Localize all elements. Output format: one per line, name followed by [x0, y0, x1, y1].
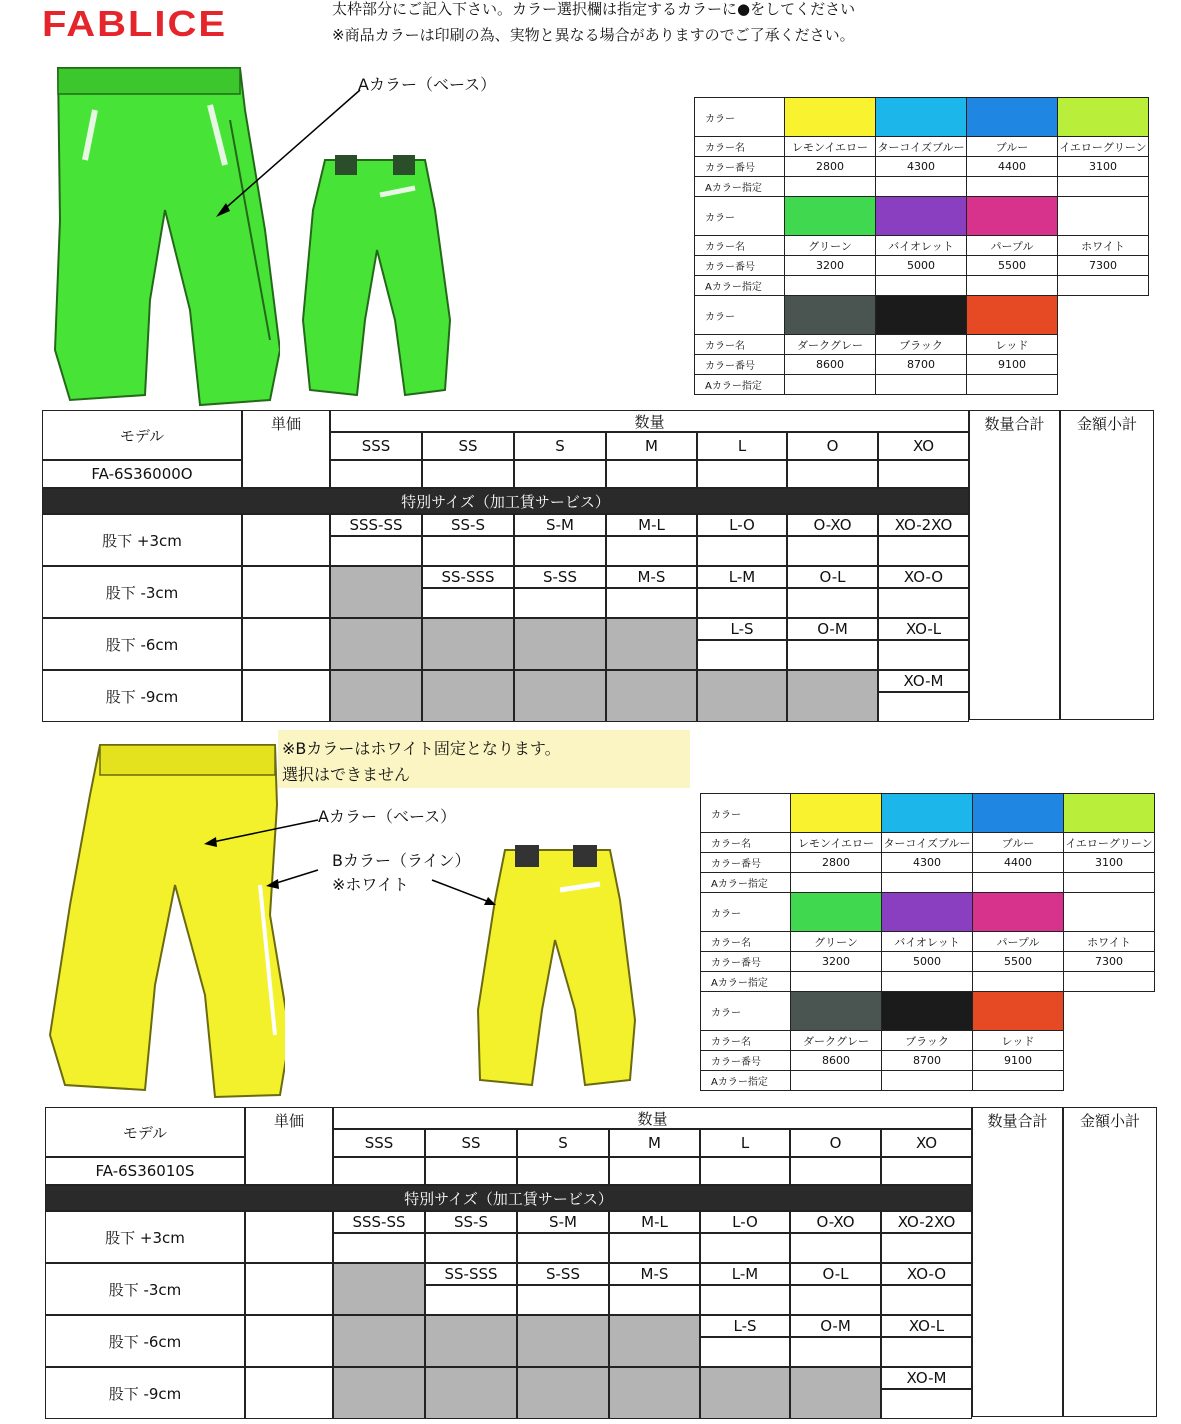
unavailable-cell	[330, 618, 422, 670]
color-select-cell[interactable]	[876, 276, 967, 296]
color-table: カラー カラー名 レモンイエロー ターコイズブルー ブルー イエローグリーン カラー番号 2800 4300 4400 3100 Aカラー指定 カラー カラー名 グリーン バイオレット パープル ホワイト カラー番号 3200 5000 5500 7300 Aカラー指定 カラー カラー名 ダークグレー ブラック レッド カラー番号 8600 8700 9100 Aカラー指定	[700, 793, 1155, 1091]
unavailable-cell	[606, 618, 697, 670]
size-header: O	[790, 1129, 881, 1157]
quantity-input-cell[interactable]	[881, 1233, 972, 1263]
pointer-arrow	[210, 85, 370, 225]
color-select-cell[interactable]	[876, 375, 967, 395]
inseam-row-label: 股下 -6cm	[42, 618, 242, 670]
color-select-cell[interactable]	[967, 375, 1058, 395]
color-select-cell[interactable]	[1064, 972, 1155, 992]
quantity-input-cell[interactable]	[425, 1157, 517, 1185]
price-cell[interactable]	[245, 1315, 333, 1367]
brand-logo: FABLICE	[42, 4, 228, 44]
unavailable-cell	[787, 670, 878, 722]
quantity-input-cell[interactable]	[881, 1157, 972, 1185]
color-swatch	[876, 296, 967, 335]
size-header: M	[606, 432, 697, 460]
a-color-label: Aカラー（ベース）	[318, 807, 457, 826]
quantity-input-cell[interactable]	[790, 1285, 881, 1315]
special-size-label: O-M	[787, 618, 878, 640]
unavailable-cell	[790, 1367, 881, 1419]
price-cell[interactable]	[242, 618, 330, 670]
color-swatch	[1064, 794, 1155, 833]
quantity-input-cell[interactable]	[878, 640, 969, 670]
inseam-row-label: 股下 +3cm	[42, 514, 242, 566]
color-swatch	[967, 197, 1058, 236]
inseam-row-label: 股下 -9cm	[42, 670, 242, 722]
special-size-label: SS-S	[425, 1211, 517, 1233]
special-size-label: S-M	[517, 1211, 609, 1233]
inseam-row-label: 股下 +3cm	[45, 1211, 245, 1263]
color-swatch	[967, 98, 1058, 137]
quantity-input-cell[interactable]	[514, 588, 606, 618]
color-swatch	[1064, 893, 1155, 932]
color-swatch	[876, 98, 967, 137]
price-cell[interactable]	[245, 1263, 333, 1315]
size-header: L	[700, 1129, 790, 1157]
color-select-cell[interactable]	[973, 1071, 1064, 1091]
special-size-label: XO-O	[878, 566, 969, 588]
color-select-cell[interactable]	[1058, 177, 1149, 197]
color-select-cell[interactable]	[785, 276, 876, 296]
color-select-cell[interactable]	[791, 1071, 882, 1091]
quantity-input-cell[interactable]	[700, 1157, 790, 1185]
quantity-input-cell[interactable]	[881, 1337, 972, 1367]
quantity-input-cell[interactable]	[609, 1157, 700, 1185]
special-size-label: XO-2XO	[881, 1211, 972, 1233]
color-swatch	[1058, 98, 1149, 137]
quantity-input-cell[interactable]	[787, 536, 878, 566]
quantity-input-cell[interactable]	[790, 1157, 881, 1185]
special-size-label: XO-M	[881, 1367, 972, 1389]
b-color-notice: ※Bカラーはホワイト固定となります。	[282, 739, 561, 758]
special-size-label: L-S	[700, 1315, 790, 1337]
size-header: XO	[878, 432, 969, 460]
unavailable-cell	[700, 1367, 790, 1419]
quantity-header: 数量	[333, 1107, 972, 1129]
color-swatch	[973, 794, 1064, 833]
special-size-label: L-O	[700, 1211, 790, 1233]
quantity-input-cell[interactable]	[422, 460, 514, 488]
unavailable-cell	[425, 1367, 517, 1419]
color-swatch	[882, 992, 973, 1031]
color-table: カラー カラー名 レモンイエロー ターコイズブルー ブルー イエローグリーン カラー番号 2800 4300 4400 3100 Aカラー指定 カラー カラー名 グリーン バイオレット パープル ホワイト カラー番号 3200 5000 5500 7300 Aカラー指定 カラー カラー名 ダークグレー ブラック レッド カラー番号 8600 8700 9100 Aカラー指定	[694, 97, 1149, 395]
quantity-input-cell[interactable]	[787, 640, 878, 670]
color-select-cell[interactable]	[973, 972, 1064, 992]
special-size-header: 特別サイズ（加工賃サービス）	[45, 1185, 972, 1211]
price-cell[interactable]	[242, 670, 330, 722]
special-size-label: S-M	[514, 514, 606, 536]
special-size-label: L-S	[697, 618, 787, 640]
quantity-input-cell[interactable]	[697, 460, 787, 488]
pointer-arrow	[430, 875, 500, 910]
unavailable-cell	[333, 1263, 425, 1315]
unavailable-cell	[517, 1367, 609, 1419]
price-cell[interactable]	[245, 1211, 333, 1263]
color-swatch	[791, 794, 882, 833]
unavailable-cell	[606, 670, 697, 722]
unavailable-cell	[422, 670, 514, 722]
color-swatch	[791, 893, 882, 932]
instruction-note: 太枠部分にご記入下さい。カラー選択欄は指定するカラーに●をしてください	[332, 0, 856, 18]
special-size-label: L-M	[700, 1263, 790, 1285]
size-header: S	[514, 432, 606, 460]
quantity-input-cell[interactable]	[697, 536, 787, 566]
special-size-label: XO-L	[881, 1315, 972, 1337]
price-cell[interactable]	[242, 566, 330, 618]
special-size-label: S-SS	[517, 1263, 609, 1285]
price-cell[interactable]	[242, 514, 330, 566]
special-size-label: O-L	[787, 566, 878, 588]
color-swatch	[876, 197, 967, 236]
special-size-label: O-L	[790, 1263, 881, 1285]
unavailable-cell	[697, 670, 787, 722]
quantity-input-cell[interactable]	[330, 460, 422, 488]
quantity-input-cell[interactable]	[878, 460, 969, 488]
color-select-cell[interactable]	[876, 177, 967, 197]
quantity-input-cell[interactable]	[422, 536, 514, 566]
color-swatch	[882, 794, 973, 833]
color-swatch	[785, 98, 876, 137]
size-header: L	[697, 432, 787, 460]
quantity-input-cell[interactable]	[697, 640, 787, 670]
subtotal-column[interactable]: 金額小計	[1063, 1107, 1157, 1417]
color-select-cell[interactable]	[882, 972, 973, 992]
pointer-arrow	[200, 815, 320, 895]
quantity-input-cell[interactable]	[697, 588, 787, 618]
color-swatch	[791, 992, 882, 1031]
unavailable-cell	[514, 618, 606, 670]
color-disclaimer-note: ※商品カラーは印刷の為、実物と異なる場合がありますのでご了承ください。	[332, 26, 855, 44]
color-select-cell[interactable]	[785, 177, 876, 197]
special-size-label: XO-M	[878, 670, 969, 692]
quantity-input-cell[interactable]	[881, 1285, 972, 1315]
special-size-label: XO-O	[881, 1263, 972, 1285]
color-swatch	[973, 893, 1064, 932]
size-header: M	[609, 1129, 700, 1157]
color-swatch	[973, 992, 1064, 1031]
unavailable-cell	[333, 1315, 425, 1367]
size-header: SSS	[330, 432, 422, 460]
quantity-header: 数量	[330, 410, 969, 432]
quantity-input-cell[interactable]	[517, 1233, 609, 1263]
special-size-label: S-SS	[514, 566, 606, 588]
special-size-label: XO-L	[878, 618, 969, 640]
b-color-white-note: ※ホワイト	[332, 875, 409, 894]
special-size-label: SS-SSS	[425, 1263, 517, 1285]
quantity-input-cell[interactable]	[606, 588, 697, 618]
unavailable-cell	[514, 670, 606, 722]
color-swatch	[967, 296, 1058, 335]
special-size-label: O-XO	[790, 1211, 881, 1233]
quantity-input-cell[interactable]	[333, 1233, 425, 1263]
price-header: 単価	[245, 1107, 333, 1185]
inseam-row-label: 股下 -9cm	[45, 1367, 245, 1419]
special-size-label: L-M	[697, 566, 787, 588]
total-quantity-column[interactable]: 数量合計	[972, 1107, 1063, 1417]
quantity-input-cell[interactable]	[606, 460, 697, 488]
inseam-row-label: 股下 -6cm	[45, 1315, 245, 1367]
color-select-cell[interactable]	[882, 873, 973, 893]
quantity-input-cell[interactable]	[514, 536, 606, 566]
unavailable-cell	[425, 1315, 517, 1367]
color-swatch	[1058, 197, 1149, 236]
size-header: O	[787, 432, 878, 460]
unavailable-cell	[330, 670, 422, 722]
special-size-header: 特別サイズ（加工賃サービス）	[42, 488, 969, 514]
color-swatch	[785, 296, 876, 335]
unavailable-cell	[609, 1367, 700, 1419]
color-select-cell[interactable]	[791, 873, 882, 893]
size-header: SS	[425, 1129, 517, 1157]
color-select-cell[interactable]	[785, 375, 876, 395]
color-select-cell[interactable]	[1058, 276, 1149, 296]
color-swatch	[882, 893, 973, 932]
model-number: FA-6S36010S	[45, 1157, 245, 1185]
quantity-input-cell[interactable]	[333, 1157, 425, 1185]
price-header: 単価	[242, 410, 330, 488]
special-size-label: SSS-SS	[330, 514, 422, 536]
quantity-input-cell[interactable]	[609, 1233, 700, 1263]
special-size-label: XO-2XO	[878, 514, 969, 536]
quantity-input-cell[interactable]	[700, 1285, 790, 1315]
quantity-input-cell[interactable]	[878, 536, 969, 566]
color-select-cell[interactable]	[791, 972, 882, 992]
quantity-input-cell[interactable]	[700, 1233, 790, 1263]
subtotal-column[interactable]: 金額小計	[1060, 410, 1154, 720]
unavailable-cell	[609, 1315, 700, 1367]
quantity-input-cell[interactable]	[517, 1157, 609, 1185]
quantity-input-cell[interactable]	[514, 460, 606, 488]
quantity-input-cell[interactable]	[878, 588, 969, 618]
quantity-input-cell[interactable]	[787, 460, 878, 488]
a-color-label: Aカラー（ベース）	[358, 75, 497, 94]
quantity-input-cell[interactable]	[790, 1233, 881, 1263]
color-select-cell[interactable]	[973, 873, 1064, 893]
special-size-label: L-O	[697, 514, 787, 536]
color-select-cell[interactable]	[882, 1071, 973, 1091]
size-header: XO	[881, 1129, 972, 1157]
model-header: モデル	[42, 410, 242, 460]
quantity-input-cell[interactable]	[422, 588, 514, 618]
unavailable-cell	[422, 618, 514, 670]
size-header: S	[517, 1129, 609, 1157]
special-size-label: SSS-SS	[333, 1211, 425, 1233]
product2-illustration-front	[45, 735, 285, 1105]
special-size-label: SS-SSS	[422, 566, 514, 588]
quantity-input-cell[interactable]	[787, 588, 878, 618]
quantity-input-cell[interactable]	[700, 1337, 790, 1367]
special-size-label: O-M	[790, 1315, 881, 1337]
quantity-input-cell[interactable]	[609, 1285, 700, 1315]
quantity-input-cell[interactable]	[878, 692, 969, 722]
model-number: FA-6S36000O	[42, 460, 242, 488]
color-swatch	[785, 197, 876, 236]
quantity-input-cell[interactable]	[790, 1337, 881, 1367]
quantity-input-cell[interactable]	[881, 1389, 972, 1419]
special-size-label: SS-S	[422, 514, 514, 536]
special-size-label: M-S	[606, 566, 697, 588]
color-select-cell[interactable]	[967, 276, 1058, 296]
total-quantity-column[interactable]: 数量合計	[969, 410, 1060, 720]
inseam-row-label: 股下 -3cm	[45, 1263, 245, 1315]
special-size-label: M-S	[609, 1263, 700, 1285]
quantity-input-cell[interactable]	[425, 1285, 517, 1315]
quantity-input-cell[interactable]	[517, 1285, 609, 1315]
special-size-label: O-XO	[787, 514, 878, 536]
special-size-label: M-L	[606, 514, 697, 536]
quantity-input-cell[interactable]	[606, 536, 697, 566]
color-select-cell[interactable]	[967, 177, 1058, 197]
unavailable-cell	[330, 566, 422, 618]
unavailable-cell	[333, 1367, 425, 1419]
b-color-notice-sub: 選択はできません	[282, 765, 411, 784]
price-cell[interactable]	[245, 1367, 333, 1419]
b-color-label: Bカラー（ライン）	[332, 851, 471, 870]
size-header: SSS	[333, 1129, 425, 1157]
quantity-input-cell[interactable]	[425, 1233, 517, 1263]
model-header: モデル	[45, 1107, 245, 1157]
color-select-cell[interactable]	[1064, 873, 1155, 893]
size-header: SS	[422, 432, 514, 460]
unavailable-cell	[517, 1315, 609, 1367]
quantity-input-cell[interactable]	[330, 536, 422, 566]
special-size-label: M-L	[609, 1211, 700, 1233]
inseam-row-label: 股下 -3cm	[42, 566, 242, 618]
